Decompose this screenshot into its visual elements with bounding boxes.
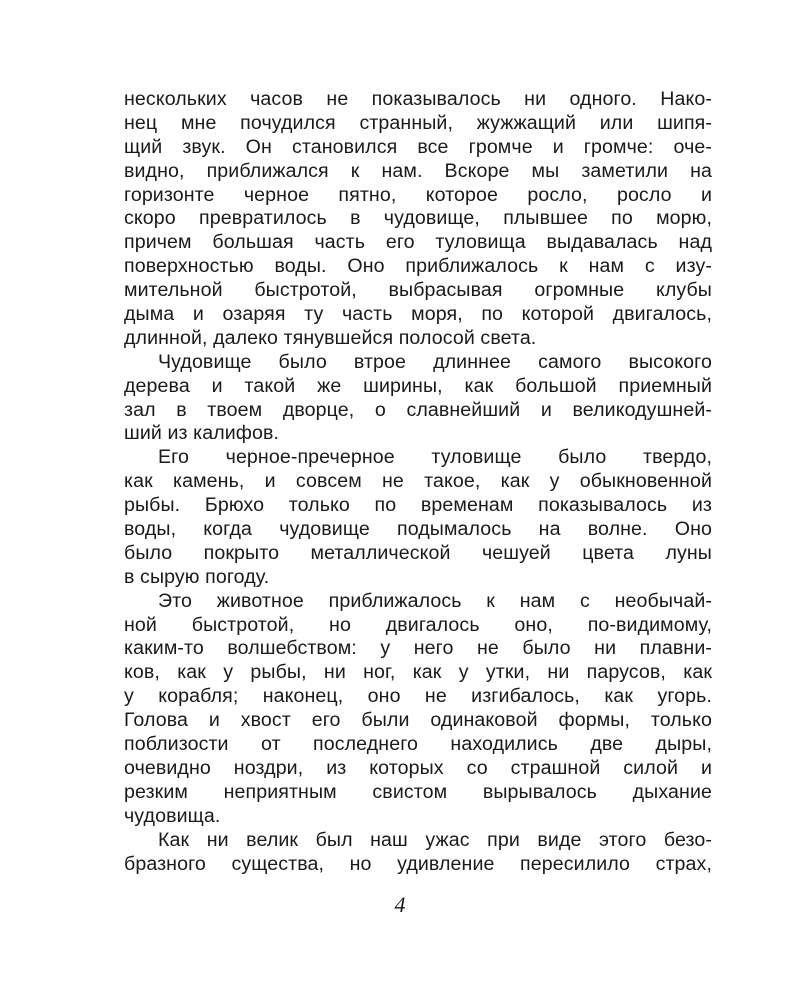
text-line: причем большая часть его туловища выдавалась над — [124, 231, 712, 254]
text-line: поблизости от последнего находились две дыры, — [124, 733, 712, 756]
text-line: очевидно ноздри, из которых со страшной силой и — [124, 756, 712, 779]
text-line: бразного существа, но удивление пересилило страх, — [124, 852, 712, 875]
text-line: как камень, и совсем не такое, как у обыкновенной — [124, 470, 712, 493]
text-line: было покрыто металлической чешуей цвета луны — [124, 541, 712, 564]
body-text — [124, 88, 712, 876]
text-line: поверхностью воды. Оно приближалось к нам с изу- — [124, 255, 712, 278]
text-line: ков, как у рыбы, ни ног, как у утки, ни парусов, как — [124, 661, 712, 684]
text-line: Чудовище было втрое длиннее самого высокого — [158, 350, 712, 373]
text-line: в сырую погоду. — [124, 565, 270, 588]
text-line: чудовища. — [124, 804, 221, 827]
text-line: рыбы. Брюхо только по временам показывалось из — [124, 494, 712, 517]
text-line: мительной быстротой, выбрасывая огромные клубы — [124, 279, 712, 302]
text-line: воды, когда чудовище подымалось на волне. Оно — [124, 518, 712, 541]
text-line: дыма и озаряя ту часть моря, по которой двигалось, — [124, 303, 712, 326]
page-number: 4 — [394, 892, 406, 917]
text-line: зал в твоем дворце, о славнейший и великодушней- — [124, 398, 712, 421]
text-line: щий звук. Он становился все громче и громче: оче- — [124, 135, 712, 158]
text-line: ший из калифов. — [124, 422, 280, 445]
text-line: каким-то волшебством: у него не было ни плавни- — [124, 637, 712, 660]
text-line: Голова и хвост его были одинаковой формы, только — [124, 709, 712, 732]
text-line: у корабля; наконец, оно не изгибалось, как угорь. — [124, 685, 712, 708]
text-line: горизонте черное пятно, которое росло, росло и — [124, 183, 712, 206]
text-line: Как ни велик был наш ужас при виде этого безо- — [158, 828, 712, 851]
text-line: Его черное-пречерное туловище было твердо, — [158, 446, 712, 469]
text-line: видно, приближался к нам. Вскоре мы заметили на — [124, 159, 712, 182]
text-line: дерева и такой же ширины, как большой приемный — [124, 374, 712, 397]
text-line: ной быстротой, но двигалось оно, по-видимому, — [124, 613, 712, 636]
text-line: резким неприятным свистом вырывалось дыхание — [124, 780, 712, 803]
text-line: нец мне почудился странный, жужжащий или шипя- — [124, 111, 712, 134]
text-line: скоро превратилось в чудовище, плывшее по морю, — [124, 207, 712, 230]
text-line: длинной, далеко тянувшейся полосой света. — [124, 326, 537, 349]
text-line: нескольких часов не показывалось ни одного. Нако- — [124, 88, 712, 110]
text-line: Это животное приближалось к нам с необычай- — [158, 589, 712, 612]
